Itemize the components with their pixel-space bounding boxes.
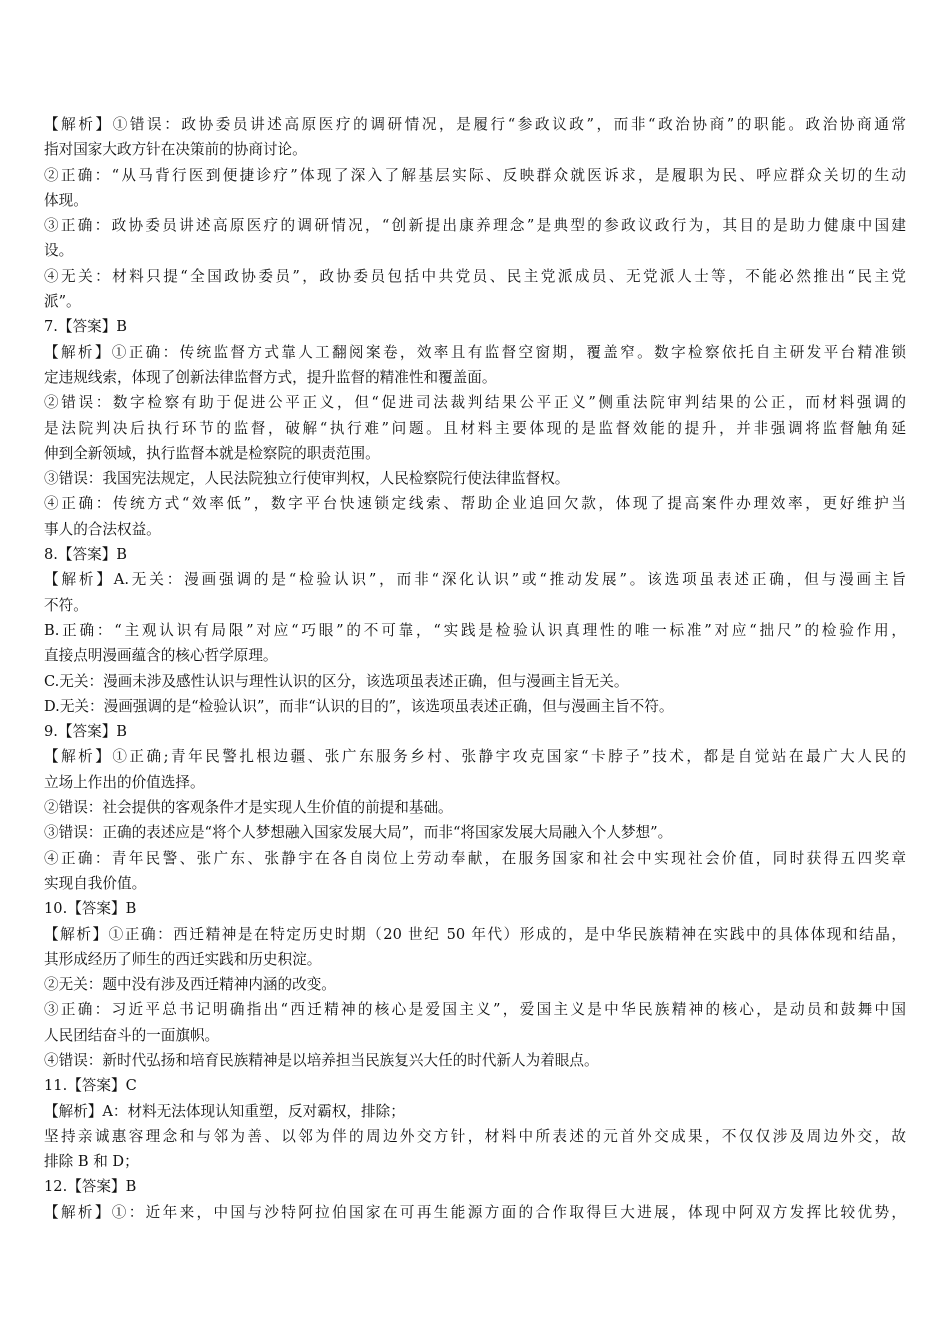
text-line: 【解析】①正确：传统监督方式靠人工翻阅案卷，效率且有监督空窗期，覆盖窄。数字检察依托自主研发平台精准锁 bbox=[44, 343, 906, 361]
text-line: B.正确：“主观认识有局限”对应“巧眼”的不可靠，“实践是检验认识真理性的唯一标准”对应“拙尺”的检验作用， bbox=[44, 621, 906, 639]
text-line: 排除 B 和 D； bbox=[44, 1153, 139, 1171]
text-line: 设。 bbox=[44, 242, 74, 260]
text-line: 指对国家大政方针在决策前的协商讨论。 bbox=[44, 141, 307, 159]
text-line: C.无关：漫画未涉及感性认识与理性认识的区分，该选项虽表述正确，但与漫画主旨无关。 bbox=[44, 672, 629, 690]
text-line: ②无关：题中没有涉及西迁精神内涵的改变。 bbox=[44, 976, 336, 994]
text-line: ④错误：新时代弘扬和培育民族精神是以培养担当民族复兴大任的时代新人为着眼点。 bbox=[44, 1051, 599, 1069]
text-line: 9.【答案】B bbox=[44, 723, 128, 741]
text-line: ④正确：青年民警、张广东、张静宇在各自岗位上劳动奉献，在服务国家和社会中实现社会价值，同时获得五四奖章 bbox=[44, 849, 906, 867]
text-line: 【解析】①：近年来，中国与沙特阿拉伯国家在可再生能源方面的合作取得巨大进展，体现中阿双方发挥比较优势， bbox=[44, 1203, 906, 1221]
text-line: 【解析】①错误：政协委员讲述高原医疗的调研情况，是履行“参政议政”，而非“政治协商”的职能。政治协商通常 bbox=[44, 116, 906, 133]
text-line: ③错误：我国宪法规定，人民法院独立行使审判权，人民检察院行使法律监督权。 bbox=[44, 470, 570, 488]
text-line: 7.【答案】B bbox=[44, 318, 128, 336]
text-line: ③正确：政协委员讲述高原医疗的调研情况，“创新提出康养理念”是典型的参政议政行为，其目的是助力健康中国建 bbox=[44, 217, 906, 235]
text-line: 立场上作出的价值选择。 bbox=[44, 773, 205, 791]
text-line: ④正确：传统方式“效率低”，数字平台快速锁定线索、帮助企业追回欠款，体现了提高案件办理效率，更好维护当 bbox=[44, 495, 906, 513]
text-line: 体现。 bbox=[44, 191, 88, 209]
text-line: 不符。 bbox=[44, 596, 88, 614]
text-line: ②错误：社会提供的客观条件才是实现人生价值的前提和基础。 bbox=[44, 799, 453, 817]
text-line: 10.【答案】B bbox=[44, 900, 137, 918]
text-line: ②错误：数字检察有助于促进公平正义，但“促进司法裁判结果公平正义”侧重法院审判结果的公正，而材料强调的 bbox=[44, 394, 906, 412]
text-line: 实现自我价值。 bbox=[44, 874, 147, 892]
text-line: 8.【答案】B bbox=[44, 546, 128, 564]
text-line: 坚持亲诚惠容理念和与邻为善、以邻为伴的周边外交方针，材料中所表述的元首外交成果，不仅仅涉及周边外交，故 bbox=[44, 1127, 906, 1145]
text-line: ③正确：习近平总书记明确指出“西迁精神的核心是爱国主义”，爱国主义是中华民族精神的核心，是动员和鼓舞中国 bbox=[44, 1001, 906, 1019]
text-line: 【解析】①正确;青年民警扎根边疆、张广东服务乡村、张静宇攻克国家“卡脖子”技术，都是自觉站在最广大人民的 bbox=[44, 748, 906, 766]
text-line: 直接点明漫画蕴含的核心哲学原理。 bbox=[44, 647, 278, 665]
text-line: ④无关：材料只提“全国政协委员”，政协委员包括中共党员、民主党派成员、无党派人士等，不能必然推出“民主党 bbox=[44, 267, 906, 285]
text-line: ②正确：“从马背行医到便捷诊疗”体现了深入了解基层实际、反映群众就医诉求，是履职为民、呼应群众关切的生动 bbox=[44, 166, 906, 184]
text-line: 事人的合法权益。 bbox=[44, 520, 161, 538]
text-line: 12.【答案】B bbox=[44, 1178, 137, 1196]
text-line: 【解析】①正确：西迁精神是在特定历史时期（20 世纪 50 年代）形成的，是中华民族精神在实践中的具体体现和结晶， bbox=[44, 925, 906, 943]
text-line: 伸到全新领域，执行监督本就是检察院的职责范围。 bbox=[44, 444, 380, 462]
text-line: D.无关：漫画强调的是“检验认识”，而非“认识的目的”，该选项虽表述正确，但与漫画主旨不符。 bbox=[44, 697, 674, 715]
text-line: 派”。 bbox=[44, 293, 81, 311]
text-line: 是法院判决后执行环节的监督，破解“执行难”问题。且材料主要体现的是监督效能的提升，并非强调将监督触角延 bbox=[44, 419, 906, 437]
text-line: 定违规线索，体现了创新法律监督方式，提升监督的精准性和覆盖面。 bbox=[44, 368, 497, 386]
text-line: 【解析】A.无关：漫画强调的是“检验认识”，而非“深化认识”或“推动发展”。该选项虽表述正确，但与漫画主旨 bbox=[44, 571, 906, 589]
text-line: 11.【答案】C bbox=[44, 1077, 137, 1095]
text-line: ③错误：正确的表述应是“将个人梦想融入国家发展大局”，而非“将国家发展大局融入个人梦想”。 bbox=[44, 824, 673, 842]
text-line: 人民团结奋斗的一面旗帜。 bbox=[44, 1026, 220, 1044]
text-line: 其形成经历了师生的西迁实践和历史积淀。 bbox=[44, 950, 322, 968]
text-line: 【解析】A：材料无法体现认知重塑，反对霸权，排除； bbox=[44, 1102, 405, 1120]
